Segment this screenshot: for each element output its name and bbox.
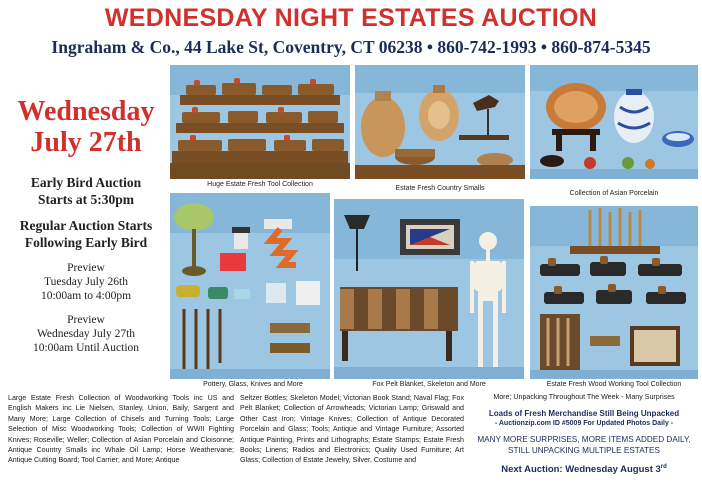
preview-1-time: 10:00am to 4:00pm <box>40 290 132 302</box>
caption-tool-collection: Huge Estate Fresh Tool Collection <box>207 181 313 188</box>
preview-1-label: Preview <box>67 262 105 274</box>
caption-pottery-glass-knives: Pottery, Glass, Knives and More <box>203 381 303 388</box>
auction-title: WEDNESDAY NIGHT ESTATES AUCTION <box>104 4 598 32</box>
preview-2 <box>6 313 166 355</box>
more-surprises-line1: MANY MORE SURPRISES, MORE ITEMS ADDED DAILY, <box>477 435 691 444</box>
preview-1 <box>6 261 166 303</box>
regular-auction-info <box>6 217 166 251</box>
preview-2-time: 10:00am Until Auction <box>32 342 140 354</box>
loads-note: Loads of Fresh Merchandise Still Being Unpacked <box>488 409 680 418</box>
announcements <box>470 392 698 475</box>
items-list-col2: Seltzer Bottles; Skeleton Model; Victorian Book Stand; Naval Flag; Fox Pelt Blanket; Collection of Arrowheads; Victorian Lamp; Griswald and Other Cast Iron; Vintage Knives; Collection of Antique Decorated Porcelain and Glass; Tools; Antique and Vintage Furniture; Assorted Antique Painting, Prints and Lithographs; Estate Stamps; Estate Fresh Books; Linens; Radios and Electronics; Quality Used Furniture; Art Glass; Collection of Estate Jewelry, Silver, Costume and <box>240 394 464 465</box>
auctionzip-note: - Auctionzip.com ID #5009 For Updated Photos Daily - <box>494 420 674 427</box>
more-surprises-line2: STILL UNPACKING MULTIPLE ESTATES <box>508 445 660 455</box>
early-bird-info <box>6 174 166 208</box>
caption-country-smalls: Estate Fresh Country Smalls <box>395 185 485 192</box>
schedule-column <box>6 96 166 355</box>
photo-woodworking-tools <box>530 206 698 379</box>
preview-1-day: Tuesday July 26th <box>44 276 128 288</box>
photo-asian-porcelain <box>530 65 698 179</box>
preview-2-label: Preview <box>67 314 105 326</box>
next-auction <box>470 464 698 475</box>
caption-fox-pelt-skeleton: Fox Pelt Blanket, Skeleton and More <box>372 381 486 388</box>
auction-address-line: Ingraham & Co., 44 Lake St, Coventry, CT 06238 • 860-742-1993 • 860-874-5345 <box>51 37 651 57</box>
photo-pottery-glass-knives <box>170 193 330 379</box>
regular-auction-time: Following Early Bird <box>24 235 148 250</box>
early-bird-time: Starts at 5:30pm <box>38 192 134 207</box>
caption-asian-porcelain: Collection of Asian Porcelain <box>569 190 659 197</box>
next-auction-text: Next Auction: Wednesday August 3 <box>501 464 661 476</box>
photo-country-smalls <box>355 65 525 179</box>
regular-auction-label: Regular Auction Starts <box>19 218 153 233</box>
caption-woodworking-tools: Estate Fresh Wood Working Tool Collection <box>546 381 682 388</box>
early-bird-label: Early Bird Auction <box>30 175 142 190</box>
next-auction-suffix: rd <box>660 464 667 470</box>
more-surprises-note <box>470 435 698 456</box>
photo-tool-collection <box>170 65 350 179</box>
items-list-col1: Large Estate Fresh Collection of Woodworking Tools inc US and English Makers inc Lie Nielsen, Stanley, Union, Baily, Sargent and Many More; Large Collection of Chisels and Turning Tools; Large Selection of Misc Woodworking Tools; Collection of WWII Fighting Knives; Roseville; Weller; Collection of Asian Porcelain and Cloisonne; Antique Country Smalls inc Whale Oil Lamp; Horse Weathervane; Antique Cutting Board; Tool Carrier; and More; Antique <box>8 394 234 465</box>
photo-fox-pelt-skeleton <box>334 199 524 379</box>
auction-weekday: Wednesday <box>17 96 155 127</box>
auction-day: July 27th <box>30 127 142 158</box>
unpacking-note: More; Unpacking Throughout The Week - Many Surprises <box>493 393 675 401</box>
auction-date <box>6 96 166 158</box>
preview-2-day: Wednesday July 27th <box>36 328 136 340</box>
